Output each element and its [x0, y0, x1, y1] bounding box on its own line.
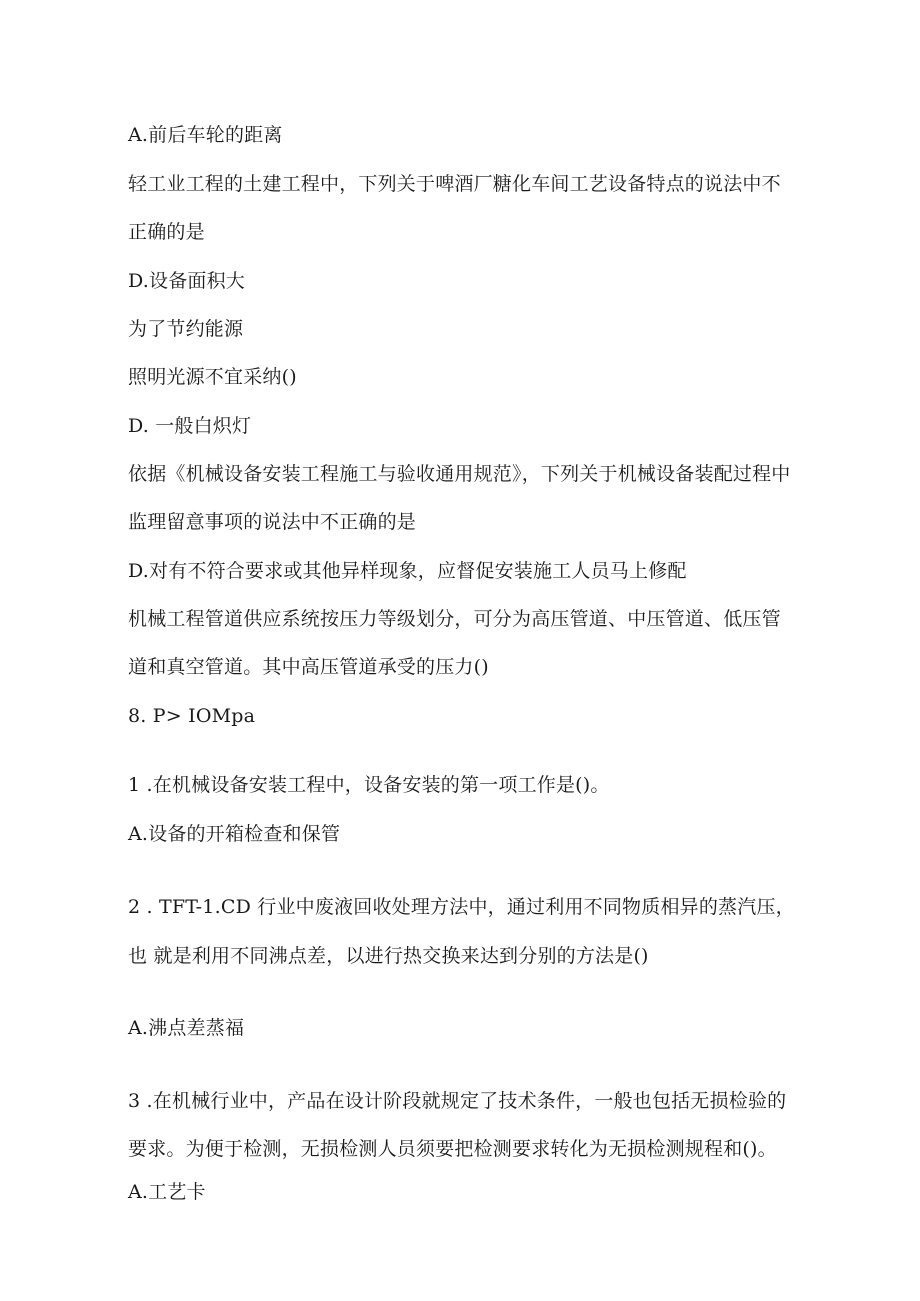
- text-line: 机械工程管道供应系统按压力等级划分，可分为高压管道、中压管道、低压管: [128, 608, 781, 630]
- text-line: 轻工业工程的土建工程中，下列关于啤酒厂糖化车间工艺设备特点的说法中不: [128, 173, 781, 195]
- text-line: D.设备面积大: [128, 270, 245, 292]
- text-line: D.对有不符合要求或其他异样现象，应督促安装施工人员马上修配: [128, 560, 687, 582]
- text-line: 依据《机械设备安装工程施工与验收通用规范》，下列关于机械设备装配过程中: [128, 463, 791, 485]
- text-line: 8. P> IOMpa: [128, 705, 256, 727]
- text-line: D. 一般白炽灯: [128, 415, 252, 437]
- text-line: 道和真空管道。其中高压管道承受的压力(): [128, 656, 489, 678]
- text-line: 正确的是: [128, 221, 205, 243]
- text-line: 为了节约能源: [128, 318, 244, 340]
- text-line: 3 .在机械行业中，产品在设计阶段就规定了技术条件，一般也包括无损检验的: [128, 1090, 787, 1112]
- text-line: A.工艺卡: [128, 1181, 206, 1203]
- text-line: A.前后车轮的距离: [128, 124, 283, 146]
- text-line: A.设备的开箱检查和保管: [128, 823, 341, 845]
- text-line: 2 . TFT-1.CD 行业中废液回收处理方法中，通过利用不同物质相异的蒸汽压，: [128, 896, 795, 918]
- text-line: 也 就是利用不同沸点差，以进行热交换来达到分别的方法是(): [128, 945, 649, 967]
- text-line: 照明光源不宜采纳(): [128, 366, 297, 388]
- text-line: 1 .在机械设备安装工程中，设备安装的第一项工作是()。: [128, 774, 610, 796]
- text-line: 要求。为便于检测，无损检测人员须要把检测要求转化为无损检测规程和()。: [128, 1138, 777, 1160]
- text-line: 监理留意事项的说法中不正确的是: [128, 511, 417, 533]
- text-line: A.沸点差蒸福: [128, 1017, 245, 1039]
